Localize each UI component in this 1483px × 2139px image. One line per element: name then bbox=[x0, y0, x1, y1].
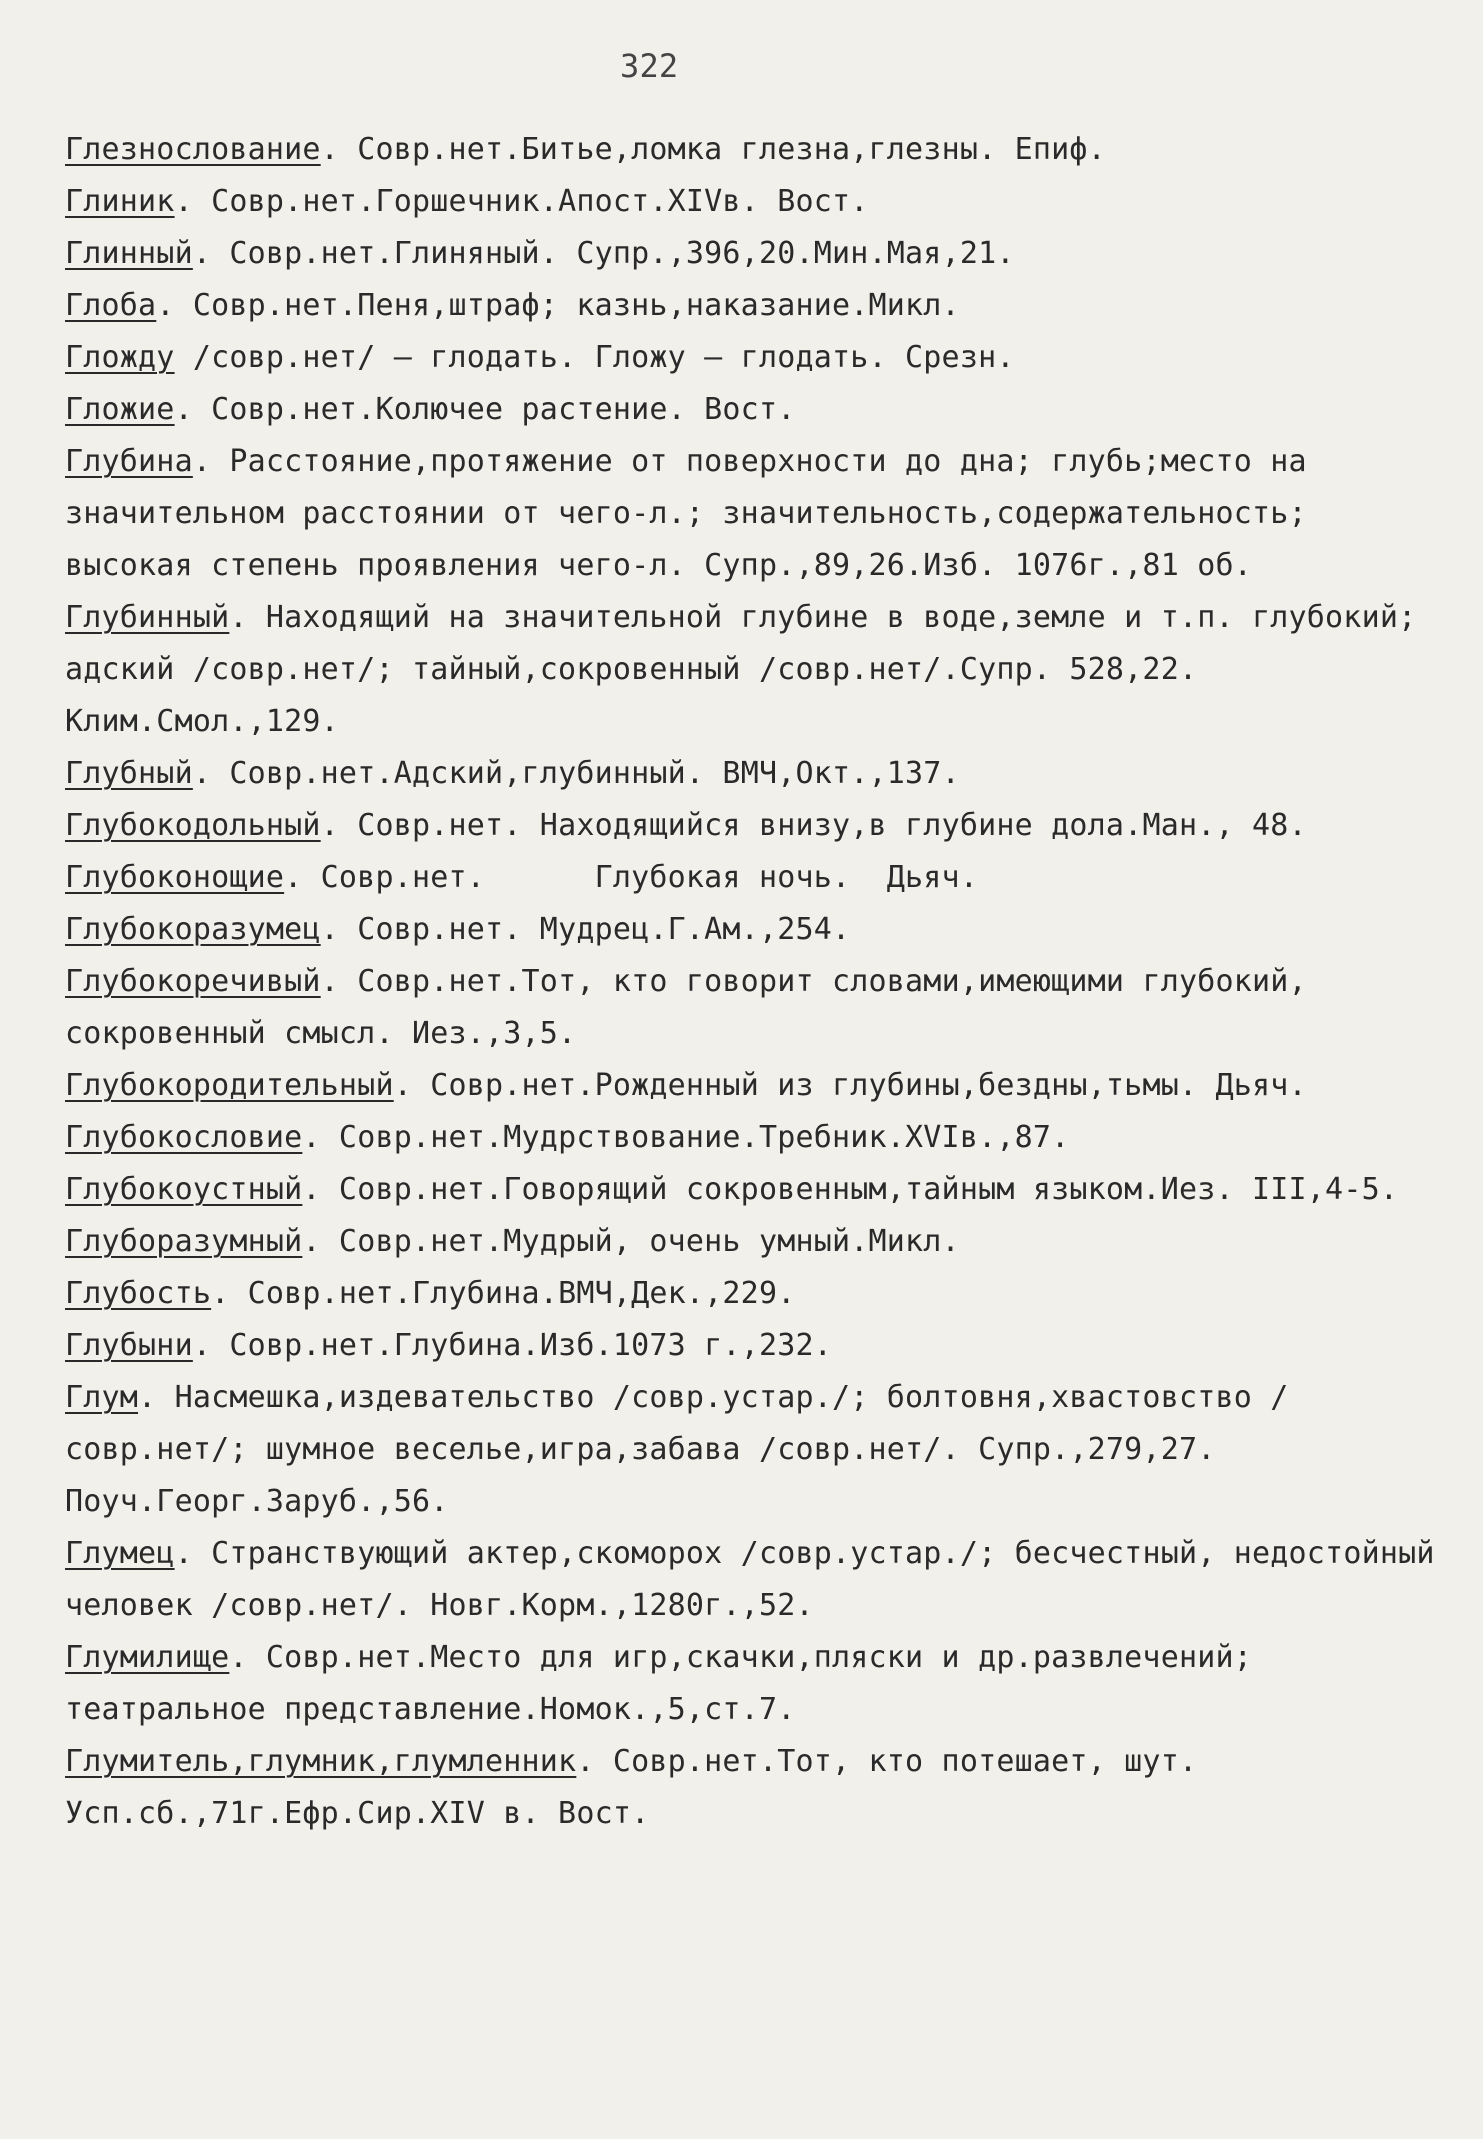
entry-definition: . Совр.нет. Находящийся внизу,в глубине дола.Ман., 48. bbox=[320, 808, 1307, 843]
entry-definition: . Совр.нет.Тот, кто потешает, шут. Усп.сб.,71г.Ефр.Сир.XIV в. Вост. bbox=[65, 1744, 1216, 1831]
dictionary-entry bbox=[65, 956, 1443, 1060]
entry-headword: Глубокословие bbox=[65, 1120, 303, 1155]
entry-headword: Гложие bbox=[65, 392, 175, 427]
entry-headword: Глинный bbox=[65, 236, 193, 271]
entry-headword: Глубыни bbox=[65, 1328, 193, 1363]
entry-definition: . Совр.нет.Глубина.ВМЧ,Дек.,229. bbox=[211, 1276, 796, 1311]
entry-definition: . Странствующий актер,скоморох /совр.устар./; бесчестный, недостойный человек /совр.нет/. Новг.Корм.,1280г.,52. bbox=[65, 1536, 1453, 1623]
entry-headword: Глиник bbox=[65, 184, 175, 219]
entry-headword: Глубный bbox=[65, 756, 193, 791]
entry-definition: . Совр.нет.Говорящий сокровенным,тайным языком.Иез. III,4-5. bbox=[302, 1172, 1399, 1207]
dictionary-entry bbox=[65, 436, 1443, 592]
entry-headword: Глубина bbox=[65, 444, 193, 479]
entry-headword: Глубоконощие bbox=[65, 860, 285, 895]
entry-definition: . Совр.нет.Тот, кто говорит словами,имеющими глубокий, сокровенный смысл. Иез.,3,5. bbox=[65, 964, 1326, 1051]
dictionary-entry bbox=[65, 1112, 1443, 1164]
dictionary-entry bbox=[65, 1060, 1443, 1112]
entry-headword: Глумец bbox=[65, 1536, 175, 1571]
dictionary-entry bbox=[65, 280, 1443, 332]
entry-headword: Глумилище bbox=[65, 1640, 230, 1675]
entry-headword: Глумитель,глумник,глумленник bbox=[65, 1744, 577, 1779]
dictionary-entry bbox=[65, 124, 1443, 176]
dictionary-entry bbox=[65, 1632, 1443, 1736]
page-number: 322 bbox=[620, 47, 679, 85]
dictionary-entry bbox=[65, 1320, 1443, 1372]
entry-definition: . Насмешка,издевательство /совр.устар./; болтовня,хвастовство /совр.нет/; шумное веселье,игра,забава /совр.нет/. Супр.,279,27. Поуч.Георг.Заруб.,56. bbox=[65, 1380, 1289, 1519]
entry-definition: . Совр.нет.Пеня,штраф; казнь,наказание.Микл. bbox=[156, 288, 960, 323]
entry-definition: . Совр.нет.Горшечник.Апост.XIVв. Вост. bbox=[174, 184, 869, 219]
entry-headword: Глум bbox=[65, 1380, 139, 1415]
entry-definition: . Совр.нет.Битье,ломка глезна,глезны. Епиф. bbox=[320, 132, 1106, 167]
entry-definition: . Совр.нет.Рожденный из глубины,бездны,тьмы. Дьяч. bbox=[393, 1068, 1307, 1103]
dictionary-entry bbox=[65, 384, 1443, 436]
entry-headword: Глубокоустный bbox=[65, 1172, 303, 1207]
dictionary-entry bbox=[65, 176, 1443, 228]
entry-definition: . Совр.нет.Глиняный. Супр.,396,20.Мин.Мая,21. bbox=[192, 236, 1015, 271]
dictionary-entry bbox=[65, 800, 1443, 852]
entry-headword: Глубинный bbox=[65, 600, 230, 635]
dictionary-entry bbox=[65, 904, 1443, 956]
dictionary-entry bbox=[65, 852, 1443, 904]
dictionary-entry bbox=[65, 1164, 1443, 1216]
dictionary-entry bbox=[65, 332, 1443, 384]
entry-definition: . Совр.нет.Колючее растение. Вост. bbox=[174, 392, 796, 427]
entry-definition: . Совр.нет. Мудрец.Г.Ам.,254. bbox=[320, 912, 851, 947]
entry-headword: Глезнослование bbox=[65, 132, 321, 167]
entry-definition: . Совр.нет.Мудрствование.Требник.XVIв.,87. bbox=[302, 1120, 1070, 1155]
dictionary-entry bbox=[65, 1216, 1443, 1268]
dictionary-entry bbox=[65, 228, 1443, 280]
entry-definition: . Совр.нет. Глубокая ночь. Дьяч. bbox=[284, 860, 979, 895]
entry-headword: Гложду bbox=[65, 340, 175, 375]
dictionary-entry bbox=[65, 1736, 1443, 1840]
entry-definition: . Совр.нет.Место для игр,скачки,пляски и др.развлечений; театральное представление.Номок.,5,ст.7. bbox=[65, 1640, 1271, 1727]
entry-headword: Глубость bbox=[65, 1276, 212, 1311]
dictionary-entry bbox=[65, 1528, 1453, 1632]
entry-definition: . Совр.нет.Глубина.Изб.1073 г.,232. bbox=[192, 1328, 832, 1363]
entry-definition: /совр.нет/ – глодать. Гложу – глодать. Срезн. bbox=[174, 340, 1015, 375]
entry-headword: Глубокодольный bbox=[65, 808, 321, 843]
entry-headword: Глуборазумный bbox=[65, 1224, 303, 1259]
entry-list bbox=[65, 124, 1453, 1840]
entry-definition: . Расстояние,протяжение от поверхности до дна; глубь;место на значительном расстоянии от чего-л.; значительность,содержательность; высокая степень проявления чего-л. Супр.,89,26.Изб. 1076г.,81 об. bbox=[65, 444, 1326, 583]
dictionary-entry bbox=[65, 1268, 1443, 1320]
entry-headword: Глоба bbox=[65, 288, 157, 323]
dictionary-entry bbox=[65, 748, 1443, 800]
entry-headword: Глубокоразумец bbox=[65, 912, 321, 947]
entry-definition: . Совр.нет.Мудрый, очень умный.Микл. bbox=[302, 1224, 960, 1259]
dictionary-entry bbox=[65, 592, 1443, 748]
entry-definition: . Совр.нет.Адский,глубинный. ВМЧ,Окт.,137. bbox=[192, 756, 960, 791]
entry-definition: . Находящий на значительной глубине в воде,земле и т.п. глубокий; адский /совр.нет/; тайный,сокровенный /совр.нет/.Супр. 528,22. Клим.Смол.,129. bbox=[65, 600, 1435, 739]
entry-headword: Глубокородительный bbox=[65, 1068, 394, 1103]
entry-headword: Глубокоречивый bbox=[65, 964, 321, 999]
dictionary-entry bbox=[65, 1372, 1443, 1528]
